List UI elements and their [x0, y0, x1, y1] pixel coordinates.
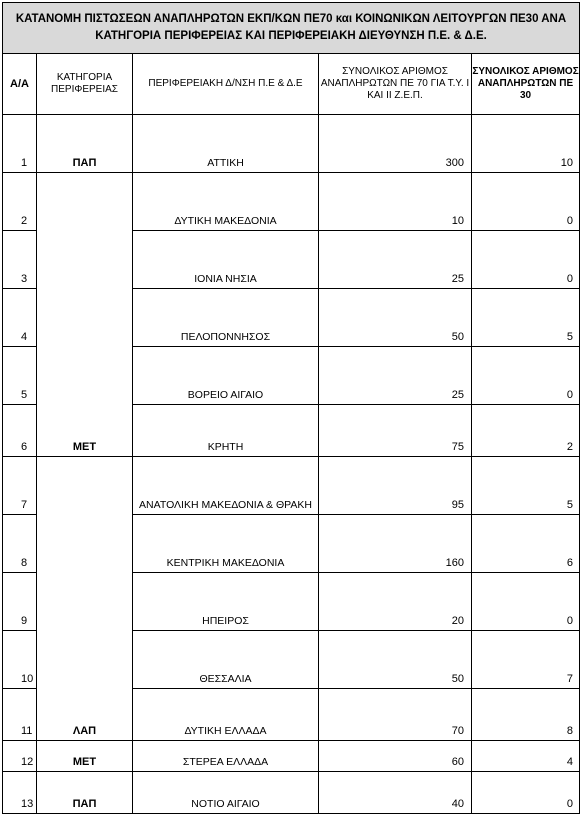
header-category: ΚΑΤΗΓΟΡΙΑ ΠΕΡΙΦΕΡΕΙΑΣ: [37, 54, 133, 115]
table-row: [3, 115, 580, 173]
row-category: ΛΑΠ: [72, 725, 97, 737]
row-pe30: 0: [472, 573, 580, 631]
row-pe70: 70: [319, 689, 472, 741]
row-pe70: 60: [319, 741, 472, 772]
header-pe70: ΣΥΝΟΛΙΚΟΣ ΑΡΙΘΜΟΣ ΑΝΑΠΛΗΡΩΤΩΝ ΠΕ 70 ΓΙΑ Τ.Υ. Ι ΚΑΙ ΙΙ Ζ.Ε.Π.: [319, 54, 472, 115]
row-pe30: 4: [472, 741, 580, 772]
row-pe70: 95: [319, 457, 472, 515]
row-pe70: 75: [319, 405, 472, 457]
row-pe30: 2: [472, 405, 580, 457]
header-pe30: ΣΥΝΟΛΙΚΟΣ ΑΡΙΘΜΟΣ ΑΝΑΠΛΗΡΩΤΩΝ ΠΕ 30: [472, 54, 580, 115]
row-region: ΗΠΕΙΡΟΣ: [133, 573, 319, 631]
row-region: ΘΕΣΣΑΛΙΑ: [133, 631, 319, 689]
row-pe70: 300: [319, 115, 472, 173]
row-pe70: 50: [319, 631, 472, 689]
row-region: ΝΟΤΙΟ ΑΙΓΑΙΟ: [133, 772, 319, 814]
title-line-1: ΚΑΤΑΝΟΜΗ ΠΙΣΤΩΣΕΩΝ ΑΝΑΠΛΗΡΩΤΩΝ ΕΚΠ/ΚΩΝ ΠΕ70 και ΚΟΙΝΩΝΙΚΩΝ ΛΕΙΤΟΥΡΓΩΝ ΠΕ30 ΑΝΑ: [15, 13, 567, 25]
row-number: 12: [3, 741, 37, 772]
header-directorate: ΠΕΡΙΦΕΡΕΙΑΚΗ Δ/ΝΣΗ Π.Ε & Δ.Ε: [133, 54, 319, 115]
row-pe30: 0: [472, 173, 580, 231]
row-number: 6: [3, 405, 37, 457]
row-number: 5: [3, 347, 37, 405]
table-row: [3, 457, 580, 515]
allocation-table: [2, 2, 580, 814]
row-category-group-lap: [37, 457, 133, 741]
row-pe70: 25: [319, 231, 472, 289]
row-number: 13: [3, 772, 37, 814]
table-title: [3, 3, 580, 54]
row-pe30: 0: [472, 347, 580, 405]
row-number: 11: [3, 689, 37, 741]
table-row: [3, 173, 580, 231]
header-aa: Α/Α: [3, 54, 37, 115]
row-number: 1: [3, 115, 37, 173]
row-pe30: 0: [472, 231, 580, 289]
row-region: ΑΤΤΙΚΗ: [133, 115, 319, 173]
row-pe70: 10: [319, 173, 472, 231]
row-region: ΒΟΡΕΙΟ ΑΙΓΑΙΟ: [133, 347, 319, 405]
title-line-2: ΚΑΤΗΓΟΡΙΑ ΠΕΡΙΦΕΡΕΙΑΣ ΚΑΙ ΠΕΡΙΦΕΡΕΙΑΚΗ ΔΙΕΥΘΥΝΣΗ Π.Ε. & Δ.Ε.: [95, 30, 487, 42]
row-category: ΠΑΠ: [37, 115, 133, 173]
row-category: ΠΑΠ: [37, 772, 133, 814]
row-region: ΚΡΗΤΗ: [133, 405, 319, 457]
row-pe30: 6: [472, 515, 580, 573]
row-region: ΣΤΕΡΕΑ ΕΛΛΑΔΑ: [133, 741, 319, 772]
row-pe30: 8: [472, 689, 580, 741]
row-pe70: 25: [319, 347, 472, 405]
row-pe70: 40: [319, 772, 472, 814]
row-number: 2: [3, 173, 37, 231]
row-pe70: 160: [319, 515, 472, 573]
row-pe70: 20: [319, 573, 472, 631]
row-number: 7: [3, 457, 37, 515]
row-pe30: 5: [472, 457, 580, 515]
row-pe30: 7: [472, 631, 580, 689]
row-region: ΑΝΑΤΟΛΙΚΗ ΜΑΚΕΔΟΝΙΑ & ΘΡΑΚΗ: [133, 457, 319, 515]
row-number: 10: [3, 631, 37, 689]
row-region: ΔΥΤΙΚΗ ΜΑΚΕΔΟΝΙΑ: [133, 173, 319, 231]
row-pe30: 10: [472, 115, 580, 173]
row-pe30: 0: [472, 772, 580, 814]
row-region: ΠΕΛΟΠΟΝΝΗΣΟΣ: [133, 289, 319, 347]
row-region: ΙΟΝΙΑ ΝΗΣΙΑ: [133, 231, 319, 289]
row-number: 4: [3, 289, 37, 347]
row-category: ΜΕΤ: [37, 741, 133, 772]
row-category: ΜΕΤ: [72, 441, 97, 453]
row-region: ΔΥΤΙΚΗ ΕΛΛΑΔΑ: [133, 689, 319, 741]
row-number: 9: [3, 573, 37, 631]
row-category-group-met: [37, 173, 133, 457]
row-number: 8: [3, 515, 37, 573]
table-row: [3, 772, 580, 814]
header-row: [3, 54, 580, 115]
row-region: ΚΕΝΤΡΙΚΗ ΜΑΚΕΔΟΝΙΑ: [133, 515, 319, 573]
row-pe30: 5: [472, 289, 580, 347]
row-pe70: 50: [319, 289, 472, 347]
table-row: [3, 741, 580, 772]
row-number: 3: [3, 231, 37, 289]
